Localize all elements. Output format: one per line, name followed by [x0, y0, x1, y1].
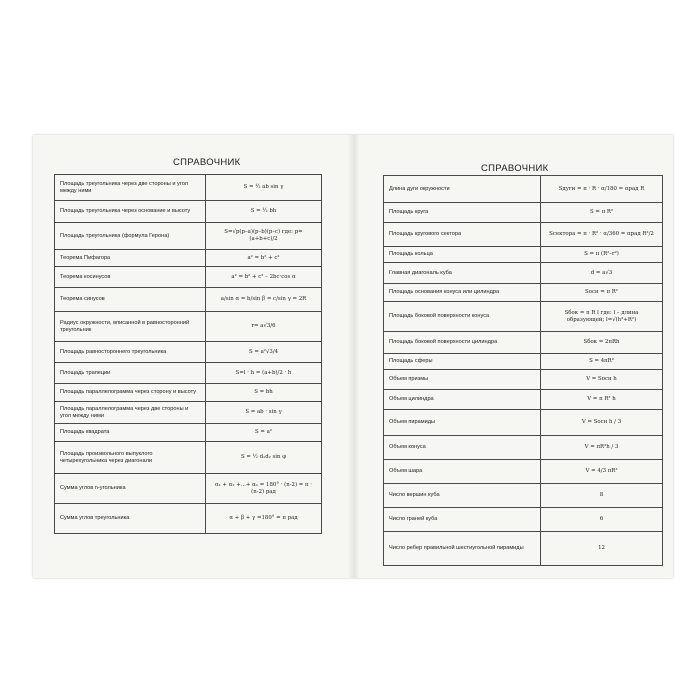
row-formula: a² = b² + c²: [206, 250, 322, 267]
row-formula: V = Sосн h / 3: [541, 410, 663, 436]
left-formula-table: [54, 174, 322, 534]
table-row: [55, 342, 322, 363]
table-row: [55, 223, 322, 250]
left-page-title: СПРАВОЧНИК: [173, 157, 241, 168]
row-name: Площадь треугольника (формула Герона): [55, 223, 206, 250]
row-name: Площадь квадрата: [55, 424, 206, 442]
row-name: Радиус окружности, вписанной в равносторонний треугольник: [55, 312, 206, 342]
table-row: [384, 302, 663, 332]
book-gutter: [348, 135, 360, 578]
open-workbook-spread: [33, 135, 673, 578]
row-name: Объем цилиндра: [384, 390, 541, 410]
table-row: [384, 203, 663, 223]
table-row: [384, 284, 663, 302]
row-formula: S = π R²: [541, 203, 663, 223]
row-name: Объем конуса: [384, 436, 541, 460]
table-row: [384, 410, 663, 436]
table-row: [384, 176, 663, 203]
row-formula: Sдуги = π · R · α/180 = αрад R: [541, 176, 663, 203]
table-row: [384, 354, 663, 370]
left-page: [33, 135, 354, 578]
row-formula: α + β + γ =180° = π рад: [206, 504, 322, 534]
row-formula: S = ½ d₁d₂ sin φ: [206, 442, 322, 474]
row-formula: V = 4/3 πR³: [541, 460, 663, 484]
table-row: [384, 436, 663, 460]
row-name: Теорема косинусов: [55, 267, 206, 288]
right-formula-table: [383, 175, 663, 566]
table-row: [384, 460, 663, 484]
row-name: Площадь произвольного выпуклого четырехугольника через диагонали: [55, 442, 206, 474]
row-name: Площадь круга: [384, 203, 541, 223]
table-row: [55, 504, 322, 534]
row-name: Площадь параллелограмма через две стороны и угол между ними: [55, 402, 206, 424]
row-formula: 8: [541, 484, 663, 508]
row-formula: Sосн = π R²: [541, 284, 663, 302]
row-formula: r= a√3/6: [206, 312, 322, 342]
row-formula: S = a²: [206, 424, 322, 442]
row-formula: Sсектора = π · R² · α/360 = αрад R²/2: [541, 223, 663, 247]
table-row: [55, 442, 322, 474]
right-page: [353, 135, 673, 578]
row-formula: S=l · h = (a+b)/2 · h: [206, 363, 322, 384]
row-formula: V = π R² h: [541, 390, 663, 410]
row-formula: a/sin α = b/sin β = c/sin γ = 2R: [206, 288, 322, 312]
table-row: [55, 250, 322, 267]
row-formula: d = a√3: [541, 263, 663, 284]
row-formula: S = a²√3/4: [206, 342, 322, 363]
row-name: Число граней куба: [384, 508, 541, 532]
row-formula: α₁ + α₂ +...+ αₙ = 180° · (n-2) = π · (n-2) рад: [206, 474, 322, 504]
right-page-title: СПРАВОЧНИК: [481, 163, 549, 174]
row-formula: Sбок = π R l где: l – длина образующей; l=√(h²+R²): [541, 302, 663, 332]
row-name: Площадь кольца: [384, 247, 541, 263]
row-name: Площадь треугольника через две стороны и угол между ними: [55, 175, 206, 201]
row-name: Площадь равностороннего треугольника: [55, 342, 206, 363]
row-name: Площадь параллелограмма через сторону и высоту: [55, 384, 206, 402]
table-row: [384, 532, 663, 566]
table-row: [55, 267, 322, 288]
row-name: Сумма углов n-угольника: [55, 474, 206, 504]
row-name: Теорема синусов: [55, 288, 206, 312]
table-row: [55, 424, 322, 442]
row-formula: V = πR²h / 3: [541, 436, 663, 460]
table-row: [55, 363, 322, 384]
row-formula: S = π (R²–r²): [541, 247, 663, 263]
table-row: [55, 175, 322, 201]
row-formula: a² = b² + c² – 2bc·cos α: [206, 267, 322, 288]
row-formula: 12: [541, 532, 663, 566]
row-name: Площадь треугольника через основание и высоту: [55, 201, 206, 223]
row-name: Площадь боковой поверхности цилиндра: [384, 332, 541, 354]
table-row: [55, 312, 322, 342]
row-name: Площадь сферы: [384, 354, 541, 370]
table-row: [55, 474, 322, 504]
table-row: [55, 201, 322, 223]
row-formula: S=√p(p–a)(p–b)(p–c) где: p= (a+b+c)/2: [206, 223, 322, 250]
row-formula: V = Sосн h: [541, 370, 663, 390]
row-formula: S = ½ ab sin γ: [206, 175, 322, 201]
row-formula: 6: [541, 508, 663, 532]
table-row: [384, 247, 663, 263]
row-name: Число вершин куба: [384, 484, 541, 508]
row-formula: Sбок = 2πRh: [541, 332, 663, 354]
row-name: Объем пирамиды: [384, 410, 541, 436]
table-row: [55, 402, 322, 424]
row-name: Главная диагональ куба: [384, 263, 541, 284]
table-row: [384, 508, 663, 532]
row-name: Число ребер правильной шестиугольной пирамиды: [384, 532, 541, 566]
row-name: Объем шара: [384, 460, 541, 484]
table-row: [384, 484, 663, 508]
row-name: Площадь основания конуса или цилиндра: [384, 284, 541, 302]
table-row: [55, 384, 322, 402]
row-formula: S = 4πR²: [541, 354, 663, 370]
row-formula: S = bh: [206, 384, 322, 402]
table-row: [384, 370, 663, 390]
table-row: [384, 263, 663, 284]
table-row: [384, 223, 663, 247]
row-name: Площадь трапеции: [55, 363, 206, 384]
row-name: Площадь боковой поверхности конуса: [384, 302, 541, 332]
table-row: [55, 288, 322, 312]
table-row: [384, 332, 663, 354]
row-name: Площадь кругового сектора: [384, 223, 541, 247]
row-name: Объем призмы: [384, 370, 541, 390]
row-formula: S = ab · sin γ: [206, 402, 322, 424]
row-name: Сумма углов треугольника: [55, 504, 206, 534]
row-name: Длина дуги окружности: [384, 176, 541, 203]
table-row: [384, 390, 663, 410]
row-name: Теорема Пифагора: [55, 250, 206, 267]
row-formula: S = ½ bh: [206, 201, 322, 223]
